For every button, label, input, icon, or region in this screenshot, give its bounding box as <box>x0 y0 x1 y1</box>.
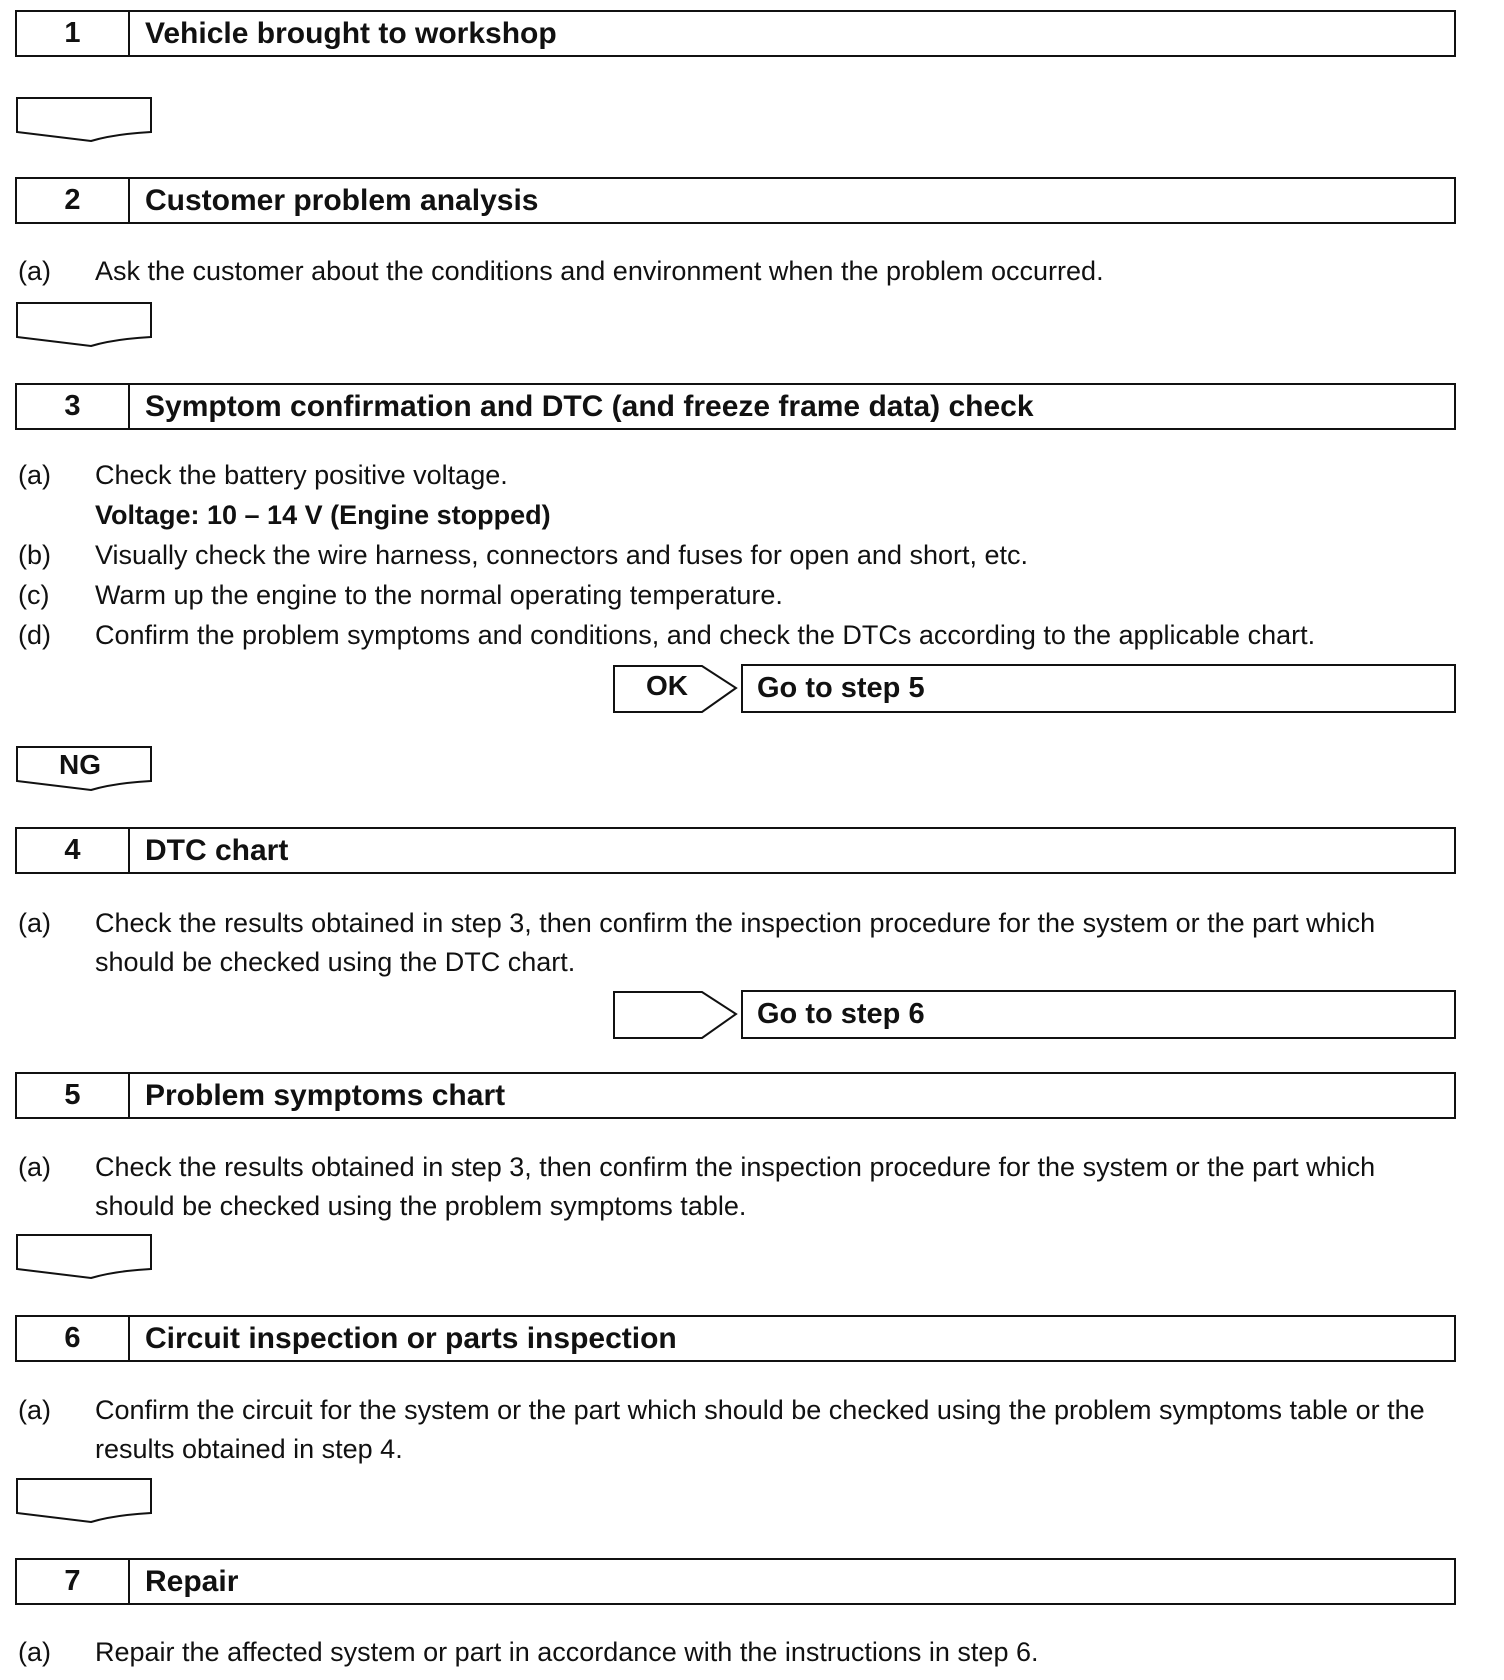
flow-down-arrow-icon <box>15 1233 155 1281</box>
step-title: Symptom confirmation and DTC (and freeze frame data) check <box>145 389 1034 423</box>
item-label: (a) <box>18 460 51 490</box>
goto-step-6-box: Go to step 6 <box>741 990 1456 1039</box>
flow-down-arrow-icon <box>15 96 155 144</box>
step-title: Problem symptoms chart <box>145 1078 506 1112</box>
step-title: Customer problem analysis <box>145 183 539 217</box>
item-label: (c) <box>18 580 50 610</box>
step-number: 4 <box>17 829 130 872</box>
item-text: Check the battery positive voltage. <box>95 460 508 490</box>
step-2-header <box>15 177 1456 224</box>
step-1-header <box>15 10 1456 57</box>
step-number: 1 <box>17 12 130 55</box>
voltage-spec: Voltage: 10 – 14 V (Engine stopped) <box>95 500 551 530</box>
step-6-header <box>15 1315 1456 1362</box>
step-3-header <box>15 383 1456 430</box>
step-number: 6 <box>17 1317 130 1360</box>
item-label: (a) <box>18 1637 51 1667</box>
item-label: (a) <box>18 1395 51 1425</box>
item-text: Check the results obtained in step 3, then confirm the inspection procedure for the system or the part which should be checked using the problem symptoms table. <box>95 1152 1376 1221</box>
item-label: (a) <box>18 1152 51 1182</box>
item-label: (a) <box>18 908 51 938</box>
item-label: (b) <box>18 540 51 570</box>
ng-down-arrow <box>15 745 155 793</box>
item-text: Confirm the circuit for the system or the part which should be checked using the problem symptoms table or the results obtained in step 4. <box>95 1395 1425 1464</box>
item-text: Confirm the problem symptoms and conditions, and check the DTCs according to the applicable chart. <box>95 620 1316 650</box>
step-title: Circuit inspection or parts inspection <box>145 1321 677 1355</box>
step-number: 7 <box>17 1560 130 1603</box>
item-label: (a) <box>18 256 51 286</box>
step-4-header <box>15 827 1456 874</box>
ng-label: NG <box>59 749 101 780</box>
item-text: Ask the customer about the conditions and environment when the problem occurred. <box>95 256 1104 286</box>
goto-step-5-box: Go to step 5 <box>741 664 1456 713</box>
step-number: 5 <box>17 1074 130 1117</box>
step-number: 2 <box>17 179 130 222</box>
flow-down-arrow-icon <box>15 301 155 349</box>
step-7-header <box>15 1558 1456 1605</box>
ok-branch-arrow <box>612 664 740 714</box>
item-text: Warm up the engine to the normal operating temperature. <box>95 580 783 610</box>
step-5-header <box>15 1072 1456 1119</box>
step-number: 3 <box>17 385 130 428</box>
item-text: Visually check the wire harness, connectors and fuses for open and short, etc. <box>95 540 1029 570</box>
item-text: Repair the affected system or part in accordance with the instructions in step 6. <box>95 1637 1039 1667</box>
item-text: Check the results obtained in step 3, then confirm the inspection procedure for the system or the part which should be checked using the DTC chart. <box>95 908 1376 977</box>
branch-arrow <box>612 990 740 1040</box>
item-label: (d) <box>18 620 51 650</box>
ok-label: OK <box>646 670 688 701</box>
step-title: Repair <box>145 1564 239 1598</box>
flow-down-arrow-icon <box>15 1477 155 1525</box>
step-title: DTC chart <box>145 833 289 867</box>
step-title: Vehicle brought to workshop <box>145 16 557 50</box>
